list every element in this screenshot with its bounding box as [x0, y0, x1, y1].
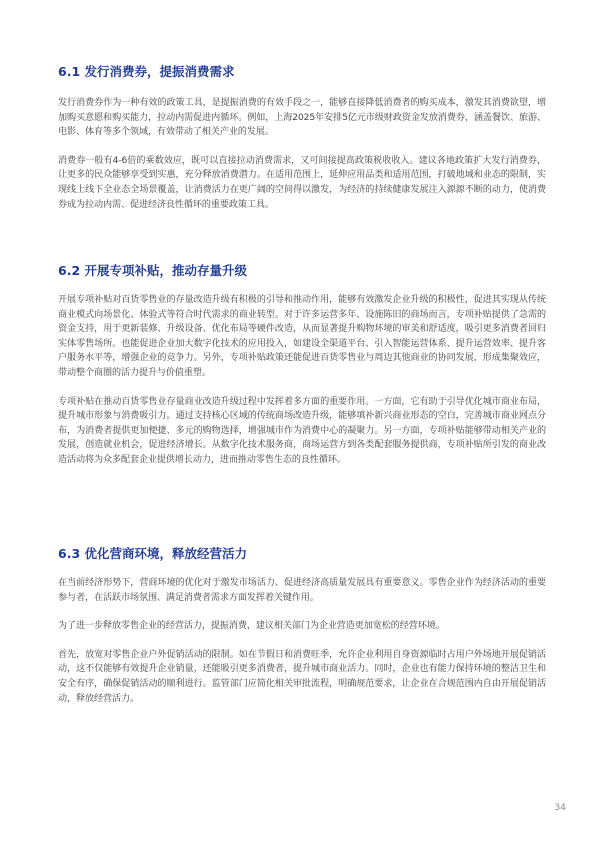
section-heading: 6.3 优化营商环境，释放经营活力 — [58, 546, 247, 561]
section-6-1 — [58, 64, 546, 212]
paragraph: 消费券一般有4-6倍的乘数效应，既可以直接拉动消费需求，又可间接提高政策税收收入。建议各地政策扩大发行消费券，让更多的民众能够享受到实惠，充分释放消费潜力。在适用范围上，延伸应用品类和适用范围，打破地域和业态的限制，实现线上线下全业态全场景覆盖，让消费活力在更广阔的空间得以激发，为经济的持续健康发展注入源源不断的动力，使消费券成为拉动内需、促进经济良性循环的重要政策工具。 — [58, 155, 546, 210]
paragraph: 为了进一步释放零售企业的经营活力，提振消费，建议相关部门为企业营造更加宽松的经营环境。 — [58, 621, 445, 632]
paragraph: 专项补贴在推动百货零售业存量商业改造升级过程中发挥着多方面的重要作用。一方面，它有助于引导优化城市商业布局，提升城市形象与消费吸引力。通过支持核心区域的传统商场改造升级，能够填补新兴商业形态的空白，完善城市商业网点分布，为消费者提供更加便捷、多元的购物选择，增强城市作为消费中心的凝聚力。另一方面，专项补贴能够带动相关产业的发展，创造就业机会，促进经济增长。从数字化技术服务商，商场运营方到各类配套服务提供商，专项补贴所引发的商业改造活动将为众多配套企业提供增长动力，进而推动零售生态的良性循环。 — [58, 396, 546, 465]
paragraph: 开展专项补贴对百货零售业的存量改造升级有积极的引导和推动作用，能够有效激发企业升级的积极性，促进其实现从传统商业模式向场景化、体验式等符合时代需求的商业转型。对于许多运营多年、设施陈旧的商场而言，专项补贴提供了急需的资金支持，用于更新装修、升级设备、优化布局等硬件改造，从而显著提升购物环境的审美和舒适度，吸引更多消费者回归实体零售场所。也能促进企业加大数字化技术的应用投入，如建设全渠道平台、引入智能运营体系、提升运营效率、提升客户服务水平等，增强企业的竞争力。另外，专项补贴政策还能促进百货零售业与周边其他商业的协同发展，形成集聚效应，带动整个商圈的活力提升与价值重塑。 — [58, 295, 546, 378]
page-number: 34 — [554, 803, 566, 813]
section-6-2 — [58, 263, 546, 468]
section-heading: 6.2 开展专项补贴，推动存量升级 — [58, 263, 247, 278]
paragraph: 首先，放宽对零售企业户外促销活动的限制。如在节假日和消费旺季，允许企业利用自身资源临时占用户外场地开展促销活动，这不仅能够有效提升企业销量，还能吸引更多消费者，提升城市商业活力。同时，企业也有能力保持环境的整洁卫生和安全有序，确保促销活动的顺利进行。监管部门应简化相关审批流程，明确规范要求，让企业在合规范围内自由开展促销活动，释放经营活力。 — [58, 649, 546, 704]
paragraph: 在当前经济形势下，营商环境的优化对于激发市场活力、促进经济高质量发展具有重要意义。零售企业作为经济活动的重要参与者，在活跃市场氛围、满足消费者需求方面发挥着关键作用。 — [58, 578, 546, 603]
section-heading: 6.1 发行消费券，提振消费需求 — [58, 64, 235, 79]
section-6-3 — [58, 546, 546, 706]
paragraph: 发行消费券作为一种有效的政策工具，是提振消费的有效手段之一，能够直接降低消费者的购买成本，激发其消费欲望，增加购买意愿和购买能力，拉动内需促进内循环。例如，上海2025年安排5亿元市级财政资金发放消费券，涵盖餐饮、旅游、电影、体育等多个领域，有效带动了相关产业的发展。 — [58, 98, 546, 138]
